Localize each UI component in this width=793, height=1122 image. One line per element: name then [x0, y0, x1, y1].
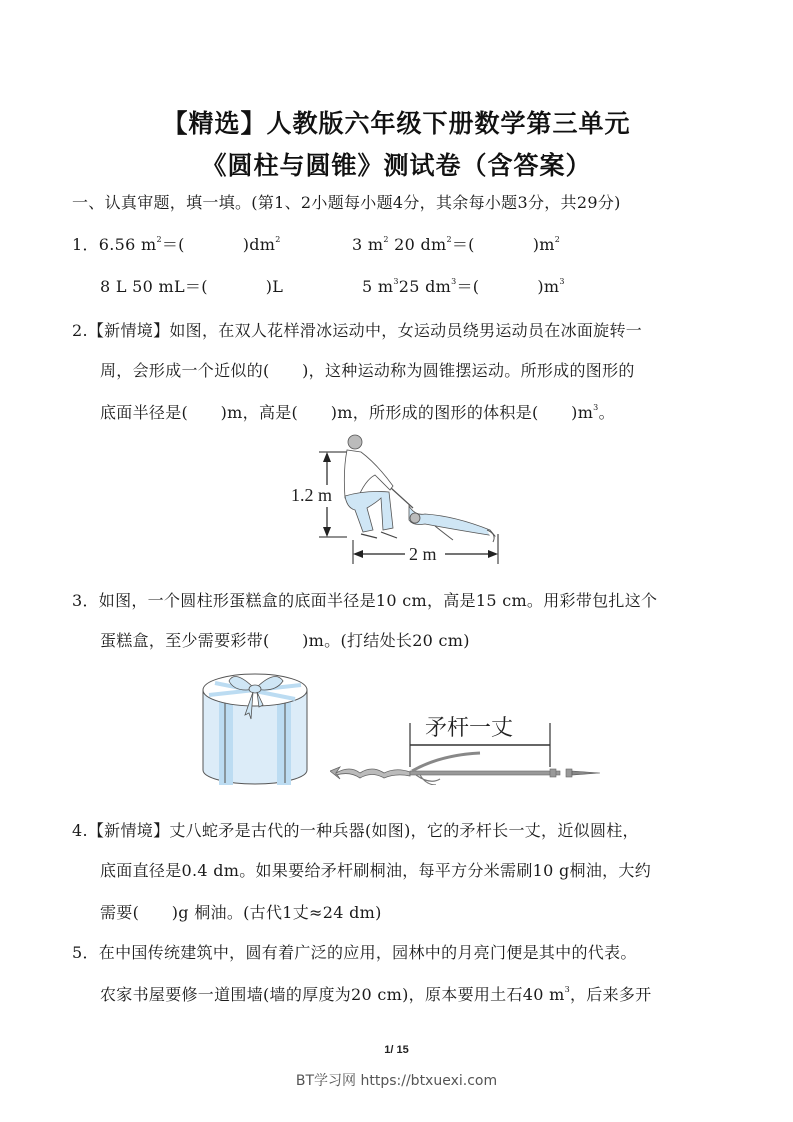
snake-spear-illustration: [330, 705, 605, 785]
question-2-line1: 2.【新情境】如图，在双人花样滑冰运动中，女运动员绕男运动员在冰面旋转一: [72, 321, 643, 340]
skating-figure: [285, 430, 515, 570]
question-4-line2: 底面直径是0.4 dm。如果要给矛杆刷桐油，每平方分米需刷10 g桐油，大约: [100, 861, 652, 880]
question-2-line3: 底面半径是( )m，高是( )m，所形成的图形的体积是( )$m^3$。: [100, 403, 615, 422]
cake-box-figure: [195, 665, 315, 790]
question-3-line2: 蛋糕盒，至少需要彩带( )m。(打结处长20 cm): [100, 631, 470, 650]
question-5-line2: 农家书屋要修一道围墙(墙的厚度为20 cm)，原本要用土石40 $m^3$，后来多开: [100, 985, 652, 1004]
question-1c: 8 L 50 mL＝( )L: [100, 277, 284, 296]
height-label: 1.2 m: [291, 485, 333, 505]
spear-figure: [330, 705, 605, 785]
question-3-line1: 3．如图，一个圆柱形蛋糕盒的底面半径是10 cm，高是15 cm。用彩带包扎这个: [72, 591, 658, 610]
page-title-line2: 《圆柱与圆锥》测试卷（含答案）: [201, 151, 592, 180]
figure-skaters-illustration: [285, 430, 515, 570]
question-5-line1: 5．在中国传统建筑中，圆有着广泛的应用，园林中的月亮门便是其中的代表。: [72, 943, 637, 962]
spear-shaft-label: 矛杆一丈: [425, 715, 514, 740]
width-label: 2 m: [409, 544, 437, 564]
question-4-line1: 4.【新情境】丈八蛇矛是古代的一种兵器(如图)，它的矛杆长一丈，近似圆柱，: [72, 821, 639, 840]
section-heading: 一、认真审题，填一填。(第1、2小题每小题4分，其余每小题3分，共29分): [72, 193, 621, 212]
question-2-line2: 周，会形成一个近似的( )，这种运动称为圆锥摆运动。所形成的图形的: [100, 361, 635, 380]
page-title-line1: 【精选】人教版六年级下册数学第三单元: [162, 109, 631, 138]
question-1b: 3 $m^2$ 20 $dm^2=$( )$m^2$: [352, 235, 561, 254]
question-1d: 5 $m^325$ $dm^3=$( )$m^3$: [362, 277, 565, 296]
cylinder-cake-box-icon: [195, 665, 315, 790]
question-4-line3: 需要( )g 桐油。(古代1丈≈24 dm): [100, 903, 382, 922]
question-1-row1: 1．6.56 $m^2=$( )$dm^2$: [72, 235, 281, 254]
question-number: 1．: [72, 235, 99, 254]
page-number: 1/ 15: [384, 1044, 409, 1056]
site-watermark: BT学习网 https://btxuexi.com: [295, 1073, 498, 1089]
